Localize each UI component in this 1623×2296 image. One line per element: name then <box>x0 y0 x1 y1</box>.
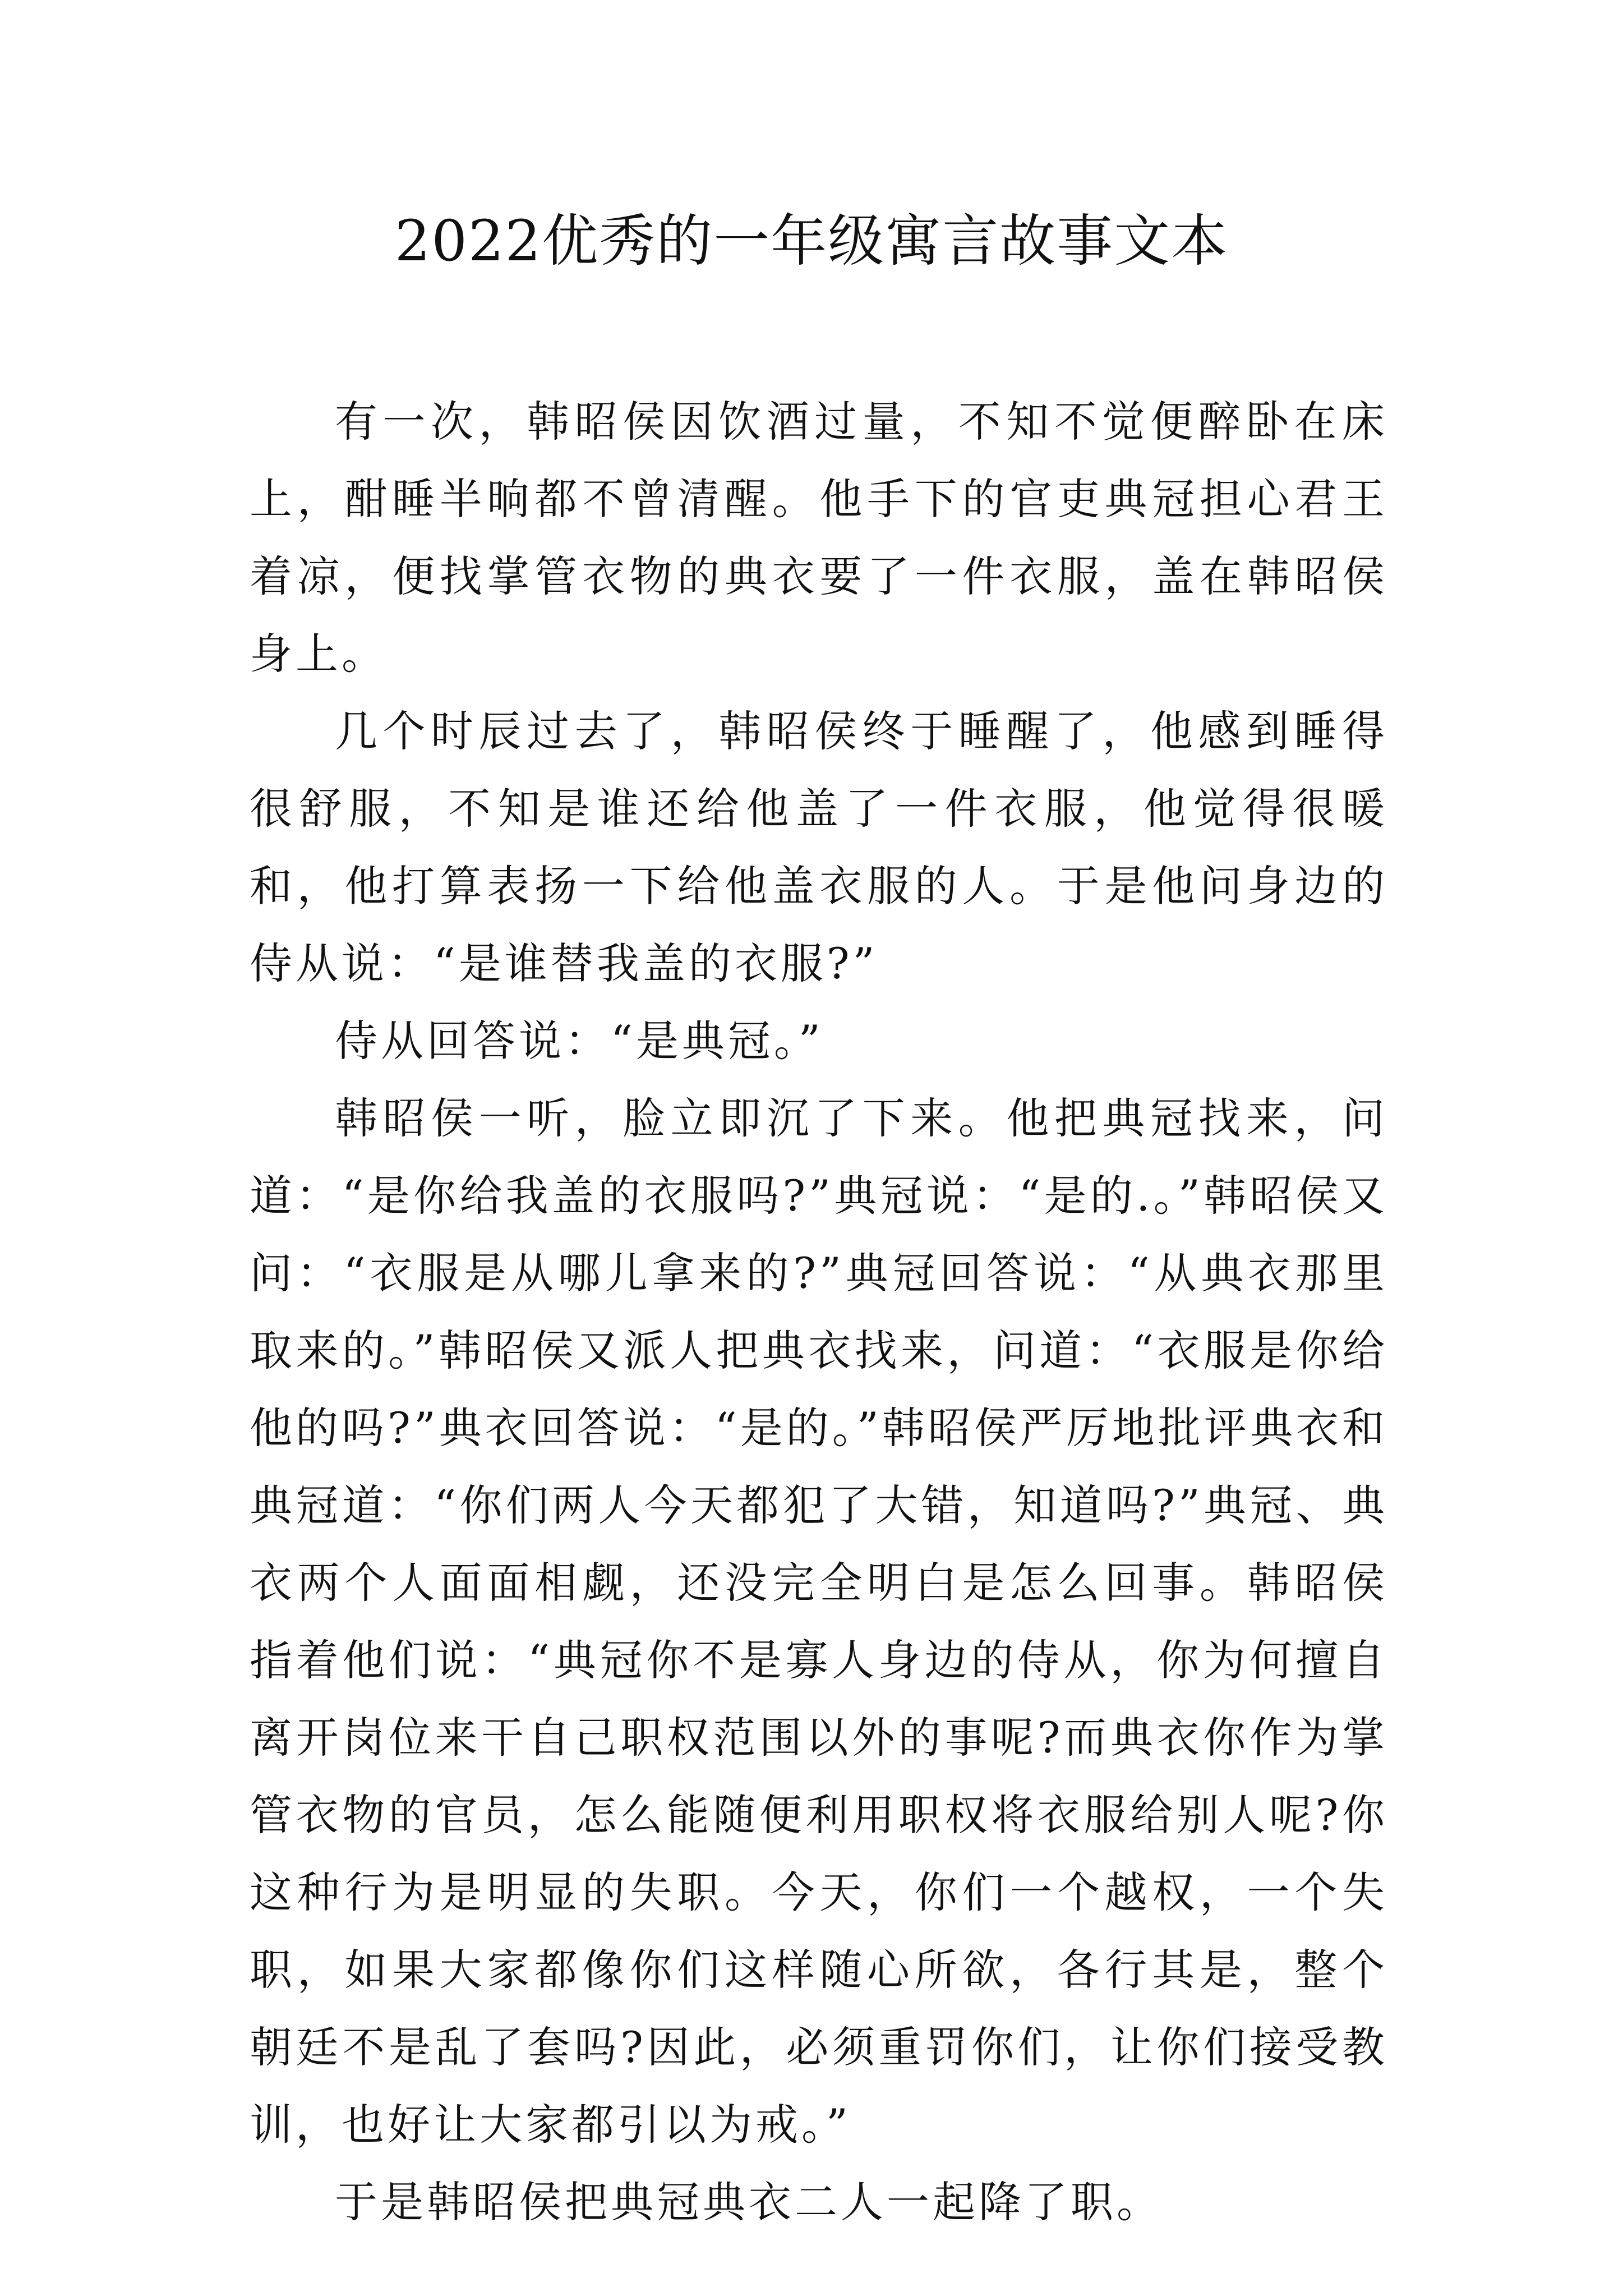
paragraph-1: 有一次，韩昭侯因饮酒过量，不知不觉便醉卧在床上，酣睡半晌都不曾清醒。他手下的官吏典冠担心君王着凉，便找掌管衣物的典衣要了一件衣服，盖在韩昭侯身上。 <box>250 397 1388 679</box>
document-body <box>250 383 1388 2241</box>
paragraph-3: 侍从回答说：“是典冠。” <box>335 1016 824 1066</box>
paragraph-5: 于是韩昭侯把典冠典衣二人一起降了职。 <box>335 2177 1163 2227</box>
paragraph-2: 几个时辰过去了，韩昭侯终于睡醒了，他感到睡得很舒服，不知是谁还给他盖了一件衣服，他觉得很暖和，他打算表扬一下给他盖衣服的人。于是他问身边的侍从说：“是谁替我盖的衣服?” <box>250 706 1388 988</box>
document-title: 2022优秀的一年级寓言故事文本 <box>394 208 1229 274</box>
paragraph-4: 韩昭侯一听，脸立即沉了下来。他把典冠找来，问道：“是你给我盖的衣服吗?”典冠说：“是的.。”韩昭侯又问：“衣服是从哪儿拿来的?”典冠回答说：“从典衣那里取来的。”韩昭侯又派人把典衣找来，问道：“衣服是你给他的吗?”典衣回答说：“是的。”韩昭侯严厉地批评典衣和典冠道：“你们两人今天都犯了大错，知道吗?”典冠、典衣两个人面面相觑，还没完全明白是怎么回事。韩昭侯指着他们说：“典冠你不是寡人身边的侍从，你为何擅自离开岗位来干自己职权范围以外的事呢?而典衣你作为掌管衣物的官员，怎么能随便利用职权将衣服给别人呢?你这种行为是明显的失职。今天，你们一个越权，一个失职，如果大家都像你们这样随心所欲，各行其是，整个朝廷不是乱了套吗?因此，必须重罚你们，让你们接受教训，也好让大家都引以为戒。” <box>250 1093 1388 2150</box>
